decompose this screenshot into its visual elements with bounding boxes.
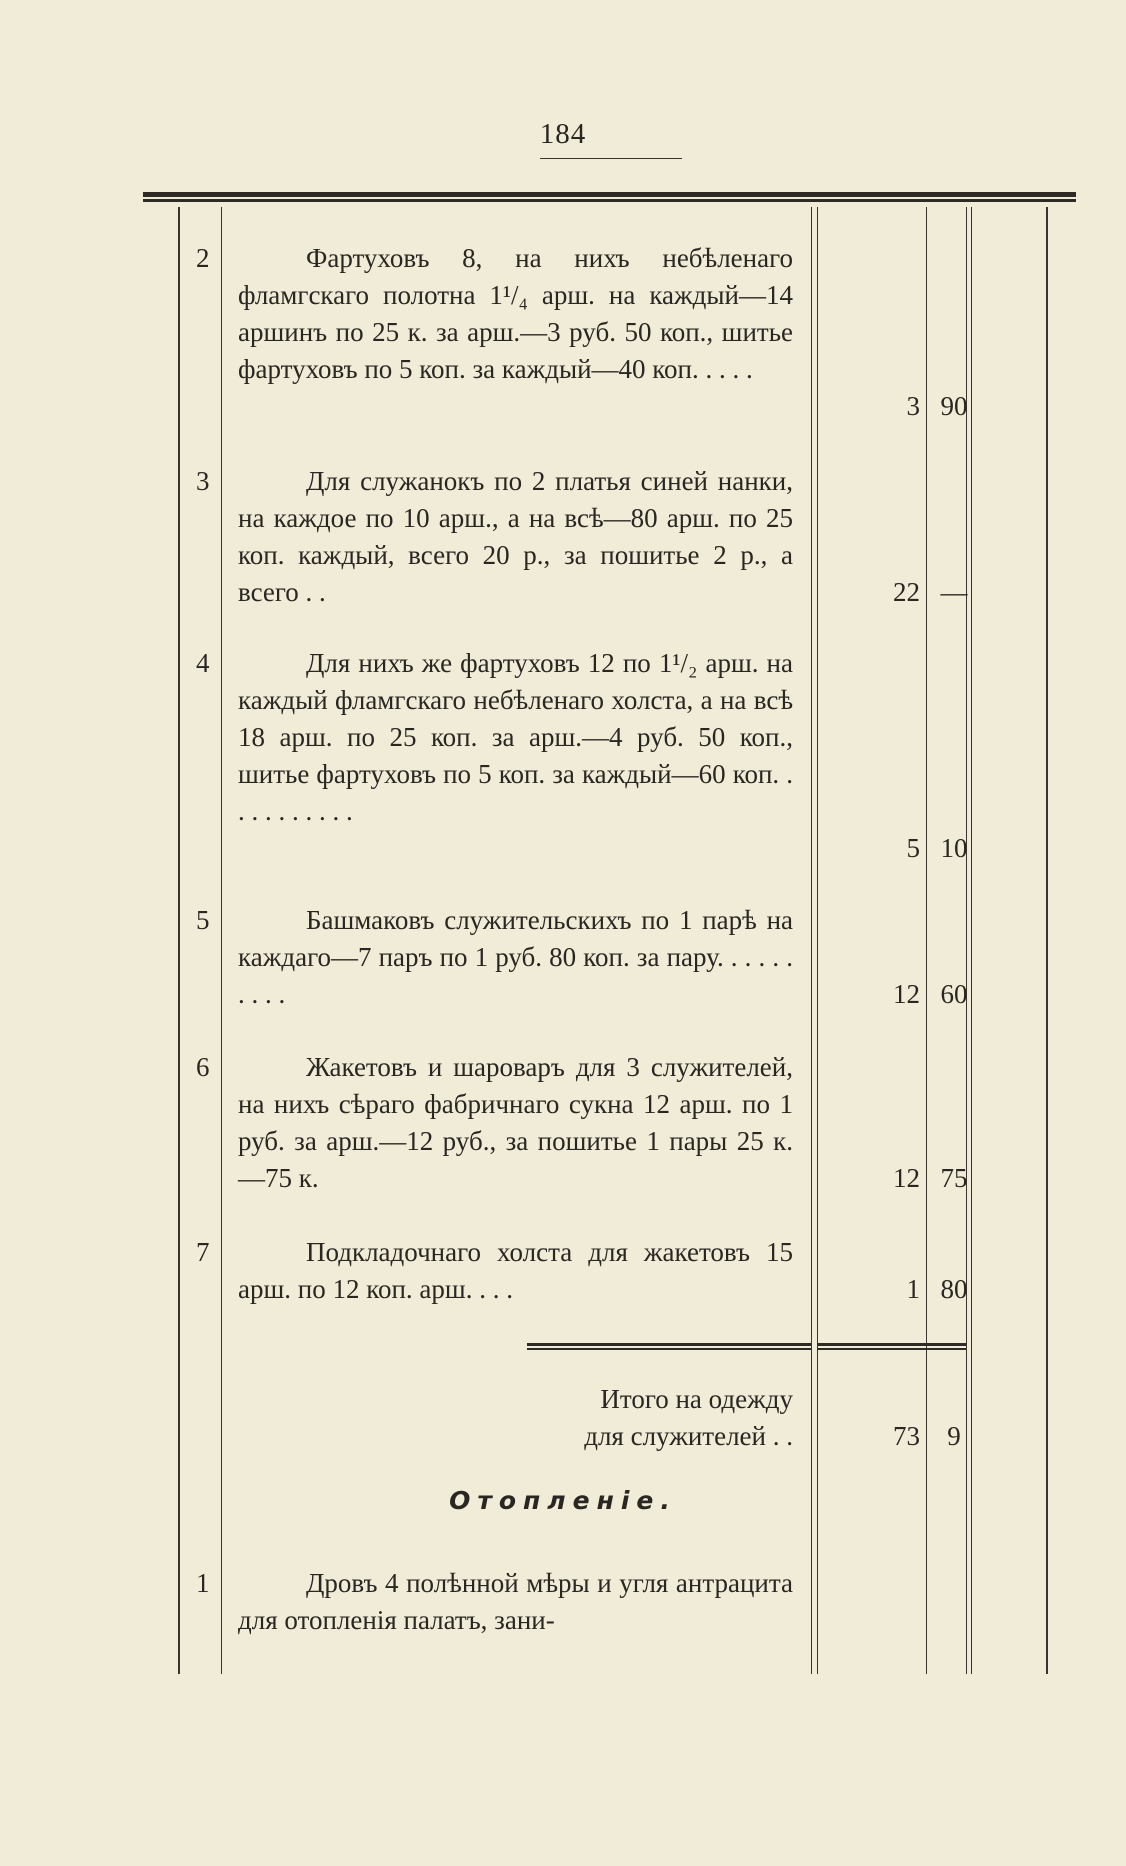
- table-border-left: [178, 207, 180, 1674]
- row-amount-rubles: 22: [893, 577, 920, 607]
- row-number: 4: [196, 648, 210, 678]
- row-amount-rubles: 5: [906, 833, 920, 863]
- row-description: Для нихъ же фартуховъ 12 по 1¹/₂ арш. на каждый фламгскаго небѣленаго холста, а на всѣ 18 арш. по 25 коп. за арш.—4 руб. 50 коп., шитье фартуховъ по 5 коп. за каждый—60 коп. . . . . . . . . . .: [238, 648, 793, 826]
- total-amount-rubles: 73: [893, 1421, 920, 1451]
- page-number-rule: [540, 158, 682, 159]
- row-description: Башмаковъ служительскихъ по 1 парѣ на каждаго—7 паръ по 1 руб. 80 коп. за пару. . . . . . . . . .: [238, 905, 793, 1009]
- subtotal-rule-amount: [817, 1343, 966, 1346]
- row-number: 5: [196, 905, 210, 935]
- row-amount-rubles: 3: [906, 391, 920, 421]
- row-amount-kopecks: 60: [940, 979, 968, 1009]
- description-column-divider-inner: [817, 207, 818, 1674]
- total-amount-kopecks: 9: [947, 1421, 961, 1451]
- row-description: Жакетовъ и шароваръ для 3 служителей, на нихъ сѣраго фабричнаго сукна 12 арш. по 1 руб. за арш.—12 руб., за пошитье 1 пары 25 к.—75 к.: [238, 1052, 793, 1193]
- table-top-rule: [143, 192, 1076, 197]
- subtotal-rule-amount-thin: [817, 1348, 966, 1350]
- row-number: 7: [196, 1237, 210, 1267]
- row-amount-kopecks: 90: [940, 391, 968, 421]
- row-number: 2: [196, 243, 210, 273]
- row-amount-kopecks: 10: [940, 833, 968, 863]
- row-number: 1: [196, 1568, 210, 1598]
- description-column-divider: [811, 207, 812, 1674]
- row-amount-rubles: 12: [893, 1163, 920, 1193]
- row-amount-rubles: 12: [893, 979, 920, 1009]
- table-top-rule-thin: [143, 199, 1076, 202]
- total-label-line2: для служителей . .: [584, 1421, 793, 1451]
- table-border-right: [1046, 207, 1048, 1674]
- row-amount-kopecks: 80: [940, 1274, 968, 1304]
- row-amount-kopecks: —: [940, 577, 968, 607]
- row-number: 6: [196, 1052, 210, 1082]
- row-number: 3: [196, 466, 210, 496]
- row-description: Подкладочнаго холста для жакетовъ 15 арш. по 12 коп. арш. . . .: [238, 1237, 793, 1304]
- row-description: Для служанокъ по 2 платья синей нанки, на каждое по 10 арш., а на всѣ—80 арш. по 25 коп. каждый, всего 20 р., за пошитье 2 р., а всего . .: [238, 466, 793, 607]
- subtotal-rule: [527, 1343, 811, 1346]
- number-column-divider: [221, 207, 222, 1674]
- section-heading: Отопленіе.: [449, 1486, 677, 1515]
- page-number: 184: [539, 118, 587, 150]
- row-description: Дровъ 4 полѣнной мѣры и угля антрацита для отопленія палатъ, зани-: [238, 1568, 793, 1635]
- subtotal-rule-thin: [527, 1348, 811, 1350]
- row-description: Фартуховъ 8, на нихъ небѣленаго фламгскаго полотна 1¹/₄ арш. на каждый—14 аршинъ по 25 к. за арш.—3 руб. 50 коп., шитье фартуховъ по 5 коп. за каждый—40 коп. . . . .: [238, 243, 793, 384]
- row-amount-rubles: 1: [906, 1274, 920, 1304]
- row-amount-kopecks: 75: [940, 1163, 968, 1193]
- total-label-line1: Итого на одежду: [600, 1384, 793, 1414]
